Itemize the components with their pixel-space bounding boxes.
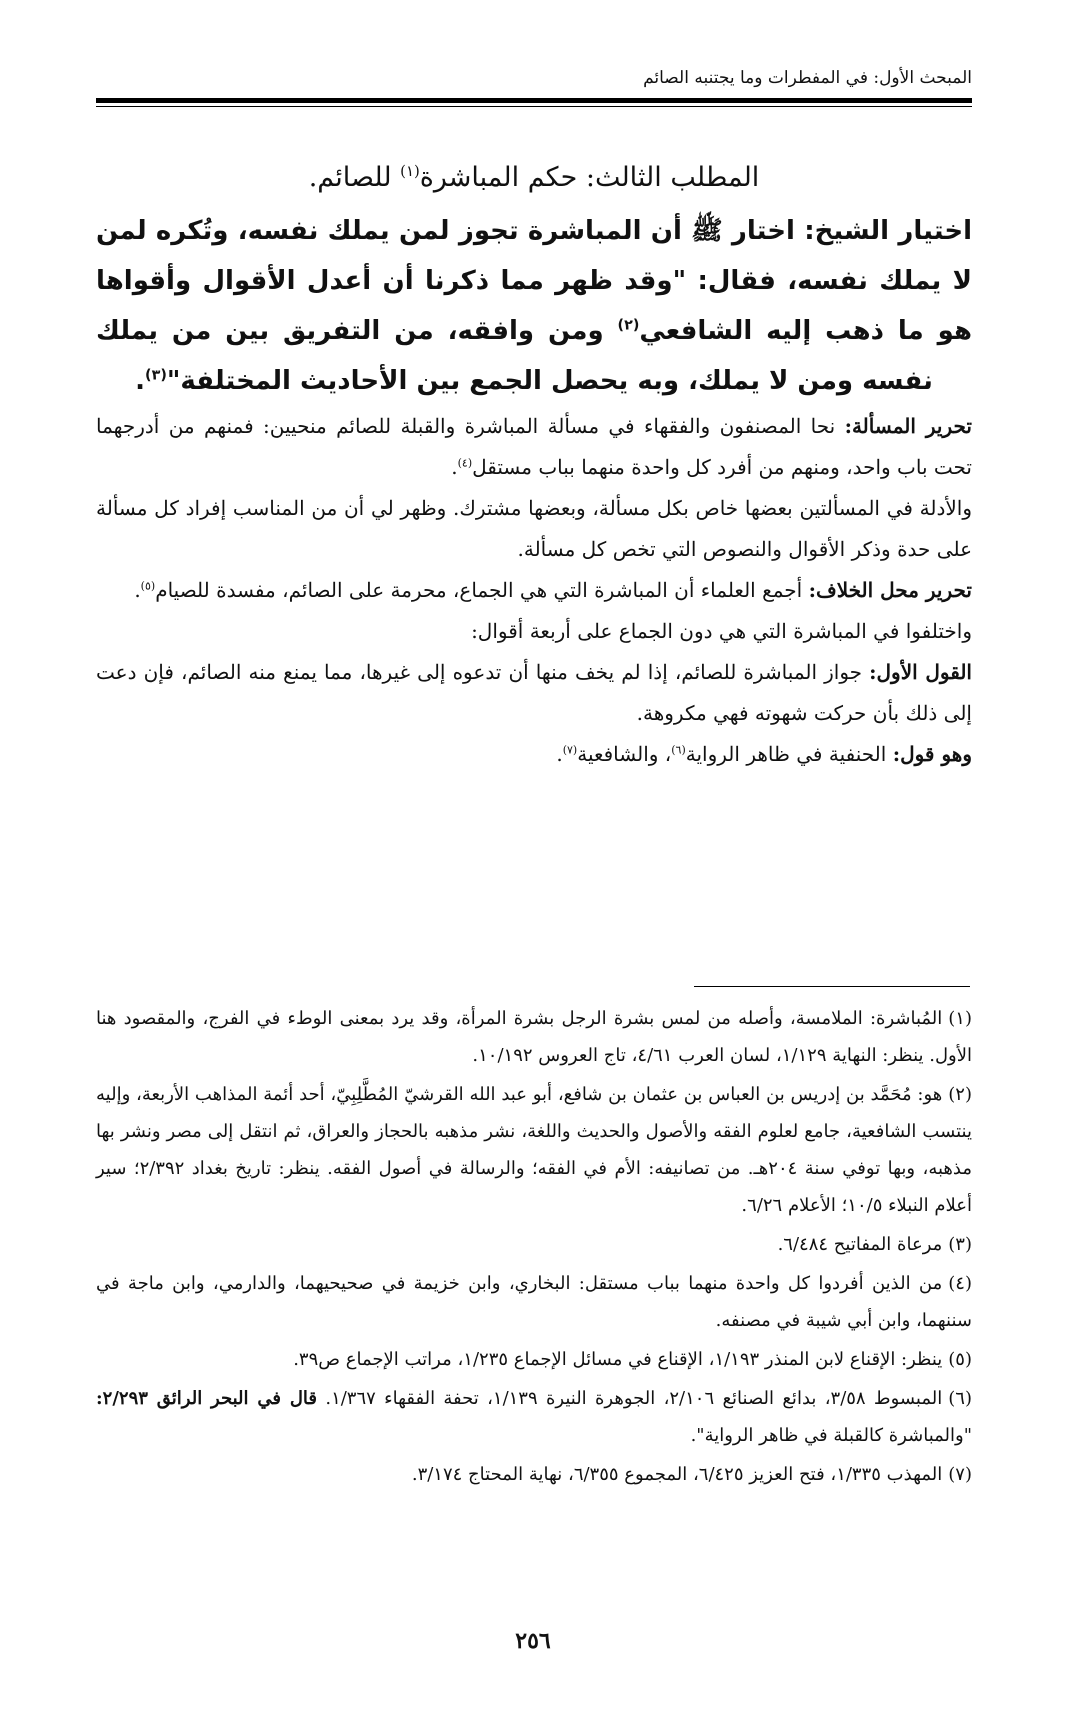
header-rule-thin <box>96 106 972 107</box>
main-text <box>96 150 972 775</box>
evidence-paragraph: والأدلة في المسألتين بعضها خاص بكل مسألة، وبعضها مشترك. وظهر لي أن من المناسب إفراد كل مسألة على حدة وذكر الأقوال والنصوص التي تخص كل مسألة. <box>96 496 972 561</box>
differ-paragraph: واختلفوا في المباشرة التي هي دون الجماع على أربعة أقوال: <box>471 619 972 643</box>
footnote-item: (٥)ينظر: الإقناع لابن المنذر ١/١٩٣، الإقناع في مسائل الإجماع ١/٢٣٥، مراتب الإجماع ص٣٩. <box>293 1349 972 1370</box>
running-header: المبحث الأول: في المفطرات وما يجتنبه الصائم <box>643 68 972 88</box>
tahrir-khilaf-label: تحرير محل الخلاف: <box>808 578 972 602</box>
footnote-ref: (٦) <box>671 743 686 757</box>
tahrir-masala-label: تحرير المسألة: <box>844 414 972 438</box>
section-title: المطلب الثالث: حكم المباشرة$^{(١)}$ للصائم. <box>308 162 760 193</box>
footnote-item: (٣)مرعاة المفاتيح ٦/٤٨٤. <box>777 1234 972 1255</box>
footnote-ref: (٤) <box>457 456 473 470</box>
footnotes <box>96 1000 972 1495</box>
first-opinion-paragraph: القول الأول: جواز المباشرة للصائم، إذا لم يخف منها أن تدعوه إلى غيرها، مما يمنع منه الصائم، فإن دعت إلى ذلك بأن حركت شهوته فهي مكروهة. <box>96 660 972 725</box>
held-by-paragraph: وهو قول: الحنفية في ظاهر الرواية$^{(٦)}$، والشافعية$^{(٧)}$. <box>556 742 972 766</box>
header-rule-thick <box>96 98 972 103</box>
footnote-ref: (١) <box>400 162 420 180</box>
page-number: ٢٥٦ <box>515 1628 551 1654</box>
footnote-item: (٤)من الذين أفردوا كل واحدة منهما بباب مستقل: البخاري، وابن خزيمة في صحيحيهما، والدارمي، وابن ماجة في سننهما، وابن أبي شيبة في مصنفه. <box>96 1273 972 1331</box>
sheikh-opinion: اختيار الشيخ: اختار ﷺ أن المباشرة تجوز لمن يملك نفسه، وتُكره لمن لا يملك نفسه، فقال: "وقد ظهر مما ذكرنا أن أعدل الأقوال وأقواها هو ما ذهب إليه الشافعي$^{(٢)}$ ومن وافقه، من التفريق بين من يملك نفسه ومن لا يملك، وبه يحصل الجمع بين الأحاديث المختلفة"$^{(٣)}$. <box>96 216 972 396</box>
footnote-ref: (٥) <box>140 579 156 593</box>
footnote-ref: (٢) <box>617 317 640 334</box>
footnote-item: (١)المُباشرة: الملامسة، وأصله من لمس بشرة الرجل بشرة المرأة، وقد يرد بمعنى الوطء في الفرج، والمقصود هنا الأول. ينظر: النهاية ١/١٢٩، لسان العرب ٤/٦١، تاج العروس ١٠/١٩٢. <box>96 1008 972 1066</box>
footnote-ref: (٣) <box>145 367 167 384</box>
footnote-item: (٦)المبسوط ٣/٥٨، بدائع الصنائع ٢/١٠٦، الجوهرة النيرة ١/١٣٩، تحفة الفقهاء ١/٣٦٧. قال في البحر الرائق ٢/٢٩٣: "والمباشرة كالقبلة في ظاهر الرواية". <box>96 1388 972 1446</box>
held-by-label: وهو قول: <box>892 742 972 766</box>
footnote-ref: (٧) <box>562 743 578 757</box>
footnote-separator <box>694 986 970 987</box>
first-opinion-label: القول الأول: <box>869 660 972 684</box>
footnote-item: (٧)المهذب ١/٣٣٥، فتح العزيز ٦/٤٢٥، المجموع ٦/٣٥٥، نهاية المحتاج ٣/١٧٤. <box>411 1464 972 1485</box>
tahrir-khilaf-paragraph: تحرير محل الخلاف: أجمع العلماء أن المباشرة التي هي الجماع، محرمة على الصائم، مفسدة للصيام$^{(٥)}$. <box>134 578 972 602</box>
tahrir-masala-paragraph: تحرير المسألة: نحا المصنفون والفقهاء في مسألة المباشرة والقبلة للصائم منحيين: فمنهم من أدرجهما تحت باب واحد، ومنهم من أفرد كل واحدة منهما بباب مستقل$^{(٤)}$. <box>96 414 972 479</box>
footnote-item: (٢)هو: مُحَمَّد بن إدريس بن العباس بن عثمان بن شافع، أبو عبد الله القرشيّ المُطَّلِبِيّ، أحد أئمة المذاهب الأربعة، وإليه ينتسب الشافعية، جامع لعلوم الفقه والأصول والحديث واللغة، نشر مذهبه بالحجاز والعراق، ثم انتقل إلى مصر ونشر بها مذهبه، وبها توفي سنة ٢٠٤هـ. من تصانيفه: الأم في الفقه؛ والرسالة في أصول الفقه. ينظر: تاريخ بغداد ٢/٣٩٢؛ سير أعلام النبلاء ١٠/٥؛ الأعلام ٦/٢٦. <box>96 1084 972 1216</box>
